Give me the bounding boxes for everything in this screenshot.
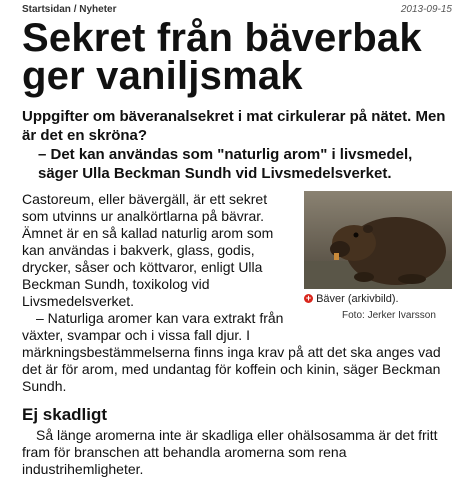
plus-icon[interactable]: +: [305, 293, 312, 303]
body-paragraph-2-end: märkningsbestämmelserna finns inga krav på att det ska anges vad det är för arom, med undantag för koffein och kinin, säger Beckman Sundh.: [22, 344, 441, 394]
article-body: [22, 191, 452, 478]
body-paragraph-3: Så länge aromerna inte är skadliga eller ohälsosamma är det fritt fram för branschen att behandla aromerna som rena industrihemligheter.: [22, 427, 438, 477]
headline: Sekret från bäverbak ger vaniljsmak: [22, 16, 422, 98]
subheading: Ej skadligt: [22, 405, 108, 424]
ingress-lead: Uppgifter om bäveranalsekret i mat cirkulerar på nätet. Men är det en skröna?: [22, 108, 446, 144]
beaver-photo[interactable]: [304, 191, 452, 289]
caption-text: Bäver (arkivbild).: [316, 293, 399, 305]
figure: [304, 191, 452, 323]
article-topbar: [22, 0, 452, 16]
body-paragraph-1: Castoreum, eller bävergäll, är ett sekret som utvinns ur analkörtlarna på bävrar. Ämnet är en så kallad naturlig arom som kan användas i bakverk, glass, godis, drycker, såser och köttvaror, enligt Ulla Beckman Sundh, toxikolog vid Livsmedelsverket.: [22, 191, 274, 309]
beaver-illustration: [304, 191, 452, 289]
breadcrumb-separator: /: [73, 4, 77, 15]
breadcrumb-home-link[interactable]: Startsidan: [22, 4, 71, 15]
breadcrumb: [22, 4, 117, 15]
figure-caption: [304, 292, 452, 306]
photo-credit: Foto: Jerker Ivarsson: [342, 310, 436, 321]
article: [22, 0, 452, 478]
publish-date: 2013-09-15: [400, 4, 452, 15]
body-paragraph-2-start: – Naturliga aromer kan vara extrakt från växter, svampar och i vissa fall djur. I: [22, 310, 284, 343]
ingress-quote: – Det kan användas som "naturlig arom" i livsmedel, säger Ulla Beckman Sundh vid Livsmedelsverket.: [38, 146, 413, 182]
ingress: [22, 107, 452, 183]
breadcrumb-section-link[interactable]: Nyheter: [79, 4, 117, 15]
